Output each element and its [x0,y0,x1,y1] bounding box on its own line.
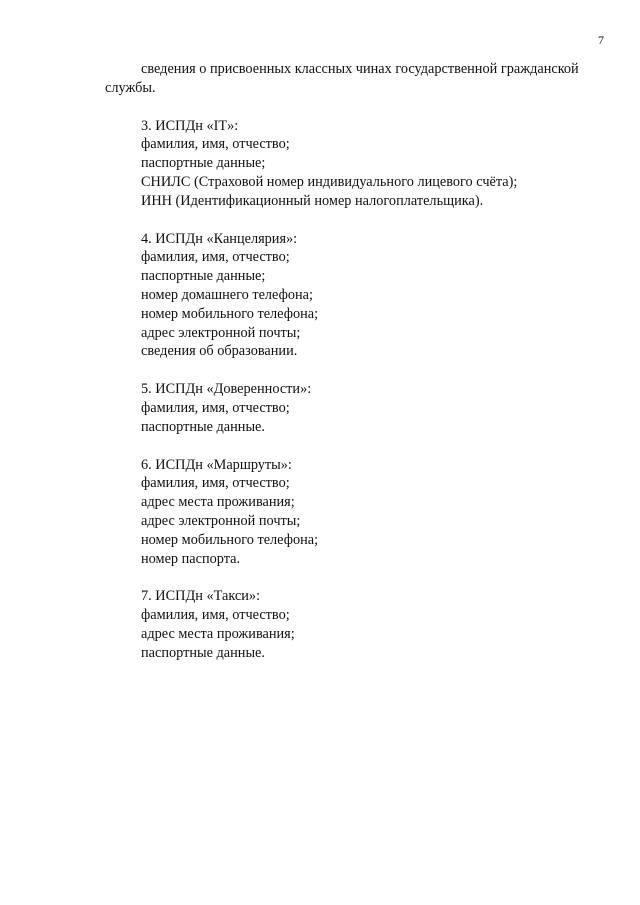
list-item: фамилия, имя, отчество; [141,399,290,416]
list-item: фамилия, имя, отчество; [141,136,290,153]
section-title: 3. ИСПДн «IT»: [141,117,239,134]
list-item: сведения об образовании. [141,343,298,360]
intro-line: службы. [105,79,156,96]
list-item: СНИЛС (Страховой номер индивидуального лицевого счёта); [141,173,518,190]
page-number: 7 [598,33,604,47]
list-item: адрес места проживания; [141,494,295,511]
list-item: паспортные данные. [141,418,265,435]
section-chancellery [105,230,610,362]
list-item: номер мобильного телефона; [141,305,319,322]
section-power-of-attorney [105,380,610,436]
section-title: 6. ИСПДн «Маршруты»: [141,456,292,473]
list-item: номер паспорта. [141,550,241,567]
intro-paragraph [105,60,610,98]
list-item: адрес места проживания; [141,625,295,642]
list-item: паспортные данные; [141,268,266,285]
document-body [105,60,610,663]
list-item: фамилия, имя, отчество; [141,475,290,492]
section-taxi [105,587,610,662]
list-item: фамилия, имя, отчество; [141,249,290,266]
list-item: паспортные данные. [141,644,265,661]
list-item: адрес электронной почты; [141,512,301,529]
list-item: номер домашнего телефона; [141,286,313,303]
list-item: ИНН (Идентификационный номер налогоплательщика). [141,192,484,209]
section-title: 5. ИСПДн «Доверенности»: [141,381,312,398]
section-it [105,117,610,211]
list-item: адрес электронной почты; [141,324,301,341]
list-item: паспортные данные; [141,155,266,172]
section-title: 7. ИСПДн «Такси»: [141,588,261,605]
section-title: 4. ИСПДн «Канцелярия»: [141,230,298,247]
list-item: фамилия, имя, отчество; [141,607,290,624]
intro-line: сведения о присвоенных классных чинах государственной гражданской [141,61,579,77]
list-item: номер мобильного телефона; [141,531,319,548]
section-routes [105,456,610,569]
